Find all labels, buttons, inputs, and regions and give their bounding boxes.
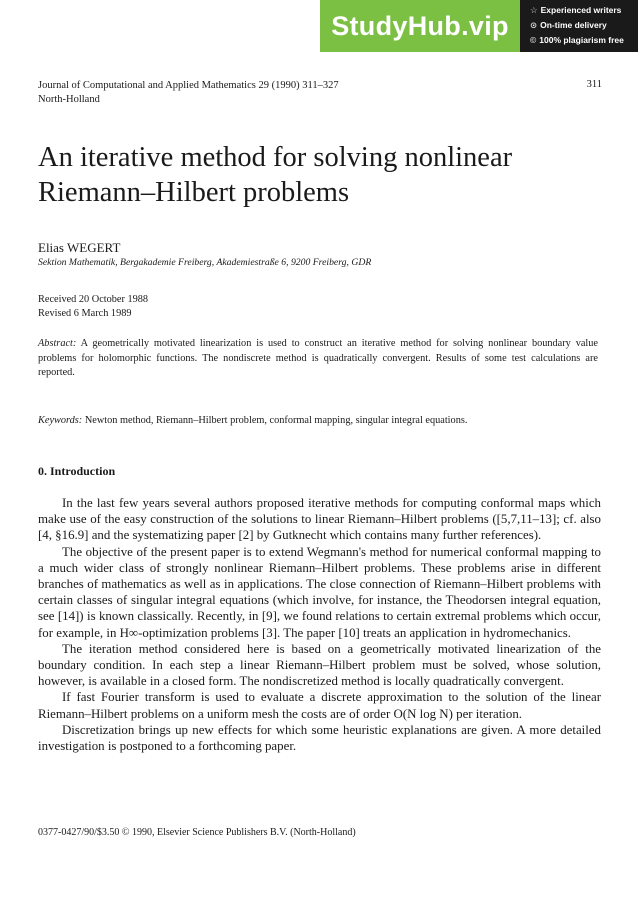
journal-header: [38, 79, 339, 107]
clock-icon: ⊙: [530, 20, 538, 30]
keywords: [38, 415, 598, 426]
page-number: 311: [586, 79, 602, 90]
revised-date: Revised 6 March 1989: [38, 308, 132, 319]
paragraph: If fast Fourier transform is used to evaluate a discrete approximation to the solution of the linear Riemann–Hilbert problems on a uniform mesh the costs are of order O(N log N) per iteration.: [38, 690, 601, 721]
banner-feature: [530, 18, 638, 33]
studyhub-logo[interactable]: StudyHub.vip: [320, 0, 520, 52]
abstract-text: A geometrically motivated linearization is used to construct an iterative method for solving nonlinear boundary value problems for holomorphic functions. The nondiscrete method is quadratically convergent. Results of some test calculations are reported.: [38, 338, 598, 378]
paper-title: [38, 140, 598, 210]
received-date: Received 20 October 1988: [38, 294, 149, 305]
dates: [38, 293, 148, 321]
banner-feature-label: On-time delivery: [540, 20, 607, 30]
star-icon: ☆: [530, 5, 538, 15]
banner-feature: [530, 33, 638, 48]
advert-banner[interactable]: [320, 0, 638, 52]
banner-feature-label: Experienced writers: [540, 5, 622, 15]
paragraph: The iteration method considered here is based on a geometrically motivated linearization of the boundary condition. In each step a linear Riemann–Hilbert problem must be solved, whose solution, however, is available in a closed form. The nondiscretized method is locally quadratically convergent.: [38, 641, 601, 689]
keywords-label: Keywords:: [38, 415, 83, 426]
paragraph: The objective of the present paper is to extend Wegmann's method for numerical conformal mapping to a much wider class of strongly nonlinear Riemann–Hilbert problems. These problems arise in different branches of mathematics as well as in applications. The close connection of Riemann–Hilbert problems with certain classes of singular integral equations (which involve, for instance, the Theodorsen integral equation, see [14]) is known classically. Recently, in [9], we found relations to certain extremal problems which occur, for example, in H∞-optimization problems [3]. The paper [10] treats an application in hydromechanics.: [38, 544, 601, 640]
abstract: [38, 337, 598, 381]
journal-citation: Journal of Computational and Applied Mathematics 29 (1990) 311–327: [38, 80, 339, 91]
banner-feature: [530, 3, 638, 18]
section-body: [38, 495, 601, 754]
banner-feature-list: [520, 0, 638, 52]
copyright-icon: ©: [530, 35, 537, 45]
paragraph: In the last few years several authors proposed iterative methods for computing conformal maps which make use of the easy construction of the solutions to linear Riemann–Hilbert problems ([5,7,11–13]; cf. also [4, §16.9] and the systematizing paper [2] by Gutknecht which contains many further references).: [38, 496, 601, 543]
keywords-text: Newton method, Riemann–Hilbert problem, conformal mapping, singular integral equations.: [84, 415, 468, 426]
abstract-label: Abstract:: [38, 338, 77, 349]
banner-feature-label: 100% plagiarism free: [539, 35, 624, 45]
title-line-2: Riemann–Hilbert problems: [38, 177, 350, 208]
publisher: North-Holland: [38, 94, 100, 105]
paragraph: Discretization brings up new effects for which some heuristic explanations are given. A more detailed investigation is postponed to a forthcoming paper.: [38, 722, 601, 754]
title-line-1: An iterative method for solving nonlinear: [38, 142, 513, 173]
author-name: Elias WEGERT: [38, 240, 121, 255]
author-affiliation: Sektion Mathematik, Bergakademie Freiberg, Akademiestraße 6, 9200 Freiberg, GDR: [38, 257, 372, 268]
section-heading: 0. Introduction: [38, 464, 116, 478]
copyright-footer: 0377-0427/90/$3.50 © 1990, Elsevier Science Publishers B.V. (North-Holland): [38, 827, 356, 838]
